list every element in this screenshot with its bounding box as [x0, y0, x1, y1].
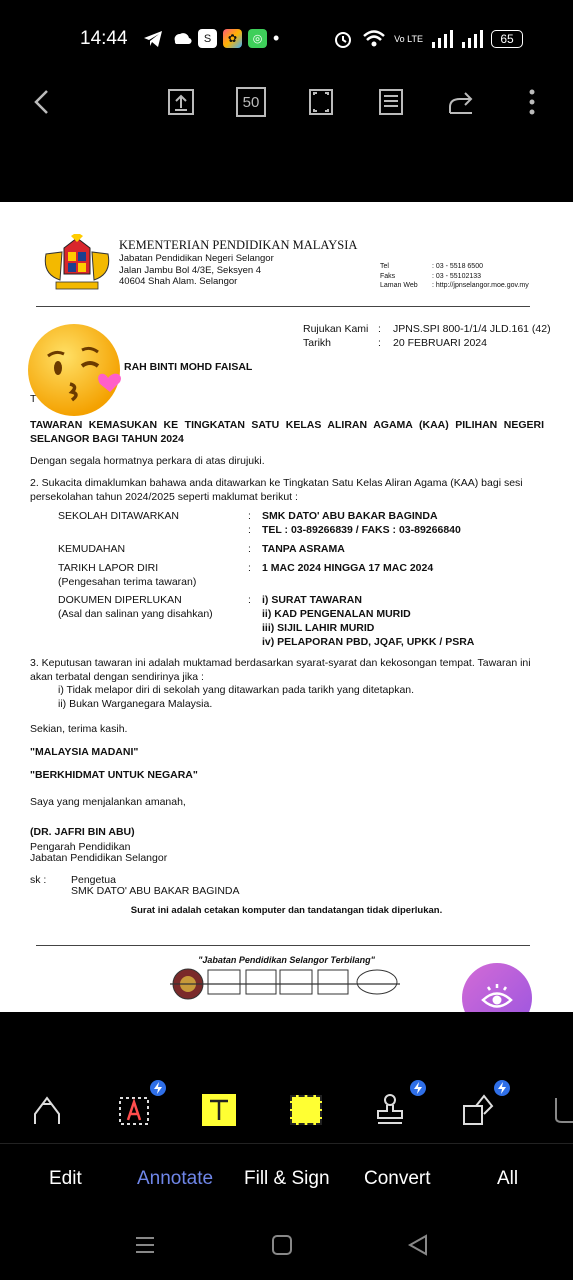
ministry-name: KEMENTERIAN PENDIDIKAN MALAYSIA: [119, 238, 358, 252]
footer-note: Surat ini adalah cetakan komputer dan tandatangan tidak diperlukan.: [130, 905, 443, 916]
report-colon: :: [248, 562, 251, 574]
footer-motto: "Jabatan Pendidikan Selangor Terbilang": [198, 955, 375, 965]
trust-line: Saya yang menjalankan amanah,: [30, 796, 186, 808]
docs-item-1: i) SURAT TAWARAN: [262, 594, 362, 606]
salutation: T: [30, 393, 37, 405]
school-contact: TEL : 03-89266839 / FAKS : 03-89266840: [262, 524, 461, 536]
dot-icon: •: [273, 28, 280, 48]
contact-value-tel: : 03 - 5518 6500: [432, 263, 483, 270]
back-icon[interactable]: [28, 87, 58, 117]
contact-label-web: Laman Web: [380, 282, 418, 289]
contact-label-fax: Faks: [380, 272, 396, 280]
kiss-emoji-sticker[interactable]: [26, 320, 126, 420]
crop-icon[interactable]: [306, 87, 336, 117]
home-icon[interactable]: [270, 1233, 294, 1257]
school-contact-colon: :: [248, 524, 251, 536]
pen-icon[interactable]: [29, 1092, 65, 1128]
paragraph-3: 3. Keputusan tawaran ini adalah muktamad berdasarkan syarat-syarat dan kekosongan tempat. Tawaran ini akan terbatal dengan sendirinya jika :: [30, 657, 531, 683]
battery-level: 65: [500, 32, 514, 46]
status-time: 14:44: [80, 28, 128, 49]
nav-back-icon[interactable]: [406, 1233, 430, 1257]
stamp-tool[interactable]: [372, 1092, 408, 1128]
contact-values: [432, 262, 529, 291]
status-bar: [0, 0, 573, 78]
greeting: Dengan segala hormatnya perkara di atas dirujuki.: [30, 455, 265, 467]
certification-badges-icon: [170, 966, 400, 1002]
export-icon[interactable]: [166, 87, 196, 117]
facility-value: TANPA ASRAMA: [262, 543, 345, 555]
ai-eye-icon: [480, 981, 514, 1015]
report-value: 1 MAC 2024 HINGGA 17 MAC 2024: [262, 562, 434, 574]
contact-value-web: : http://jpnselangor.moe.gov.my: [432, 282, 529, 289]
school-value: SMK DATO' ABU BAKAR BAGINDA: [262, 510, 438, 522]
network-type-label: Vo LTE: [394, 33, 423, 44]
telegram-icon: [142, 29, 164, 49]
motto-2: "BERKHIDMAT UNTUK NEGARA": [30, 769, 198, 781]
cc-school: SMK DATO' ABU BAKAR BAGINDA: [71, 885, 240, 897]
signer-title: Pengarah Pendidikan: [30, 841, 131, 853]
more-icon[interactable]: [517, 87, 547, 117]
date-value: 20 FEBRUARI 2024: [393, 337, 487, 349]
report-label: TARIKH LAPOR DIRI: [58, 562, 159, 574]
annotation-tools-bar: [0, 1012, 573, 1142]
cc-label: sk :: [30, 874, 47, 886]
docs-sub: (Asal dan salinan yang disahkan): [58, 608, 213, 620]
wechat-icon: ◎: [248, 29, 267, 48]
ref-label: Rujukan Kami: [303, 323, 369, 335]
department-name: Jabatan Pendidikan Negeri Selangor: [119, 253, 274, 264]
premium-badge-icon: [150, 1080, 166, 1096]
school-label: SEKOLAH DITAWARKAN: [58, 510, 179, 522]
premium-badge-icon: [410, 1080, 426, 1096]
battery-indicator: [491, 30, 523, 48]
tab-edit[interactable]: Edit: [49, 1168, 82, 1189]
header-divider: [36, 306, 530, 307]
stamp-icon: [372, 1092, 408, 1128]
docs-item-3: iii) SIJIL LAHIR MURID: [262, 622, 375, 634]
text-box-tool[interactable]: [116, 1092, 152, 1128]
wifi-icon: [362, 29, 386, 49]
footer-divider: [36, 945, 530, 946]
shapes-tool[interactable]: [460, 1092, 496, 1128]
docs-label: DOKUMEN DIPERLUKAN: [58, 594, 182, 606]
contact-labels: [380, 262, 418, 291]
photos-icon: ✿: [223, 29, 242, 48]
more-tools-icon[interactable]: [552, 1092, 573, 1128]
text-box-icon: [116, 1092, 152, 1128]
status-notification-icons: [142, 28, 279, 49]
text-highlight-tool[interactable]: [202, 1094, 236, 1126]
docs-item-2: ii) KAD PENGENALAN MURID: [262, 608, 411, 620]
premium-badge-icon: [494, 1080, 510, 1096]
text-highlight-icon: [202, 1094, 236, 1126]
closing: Sekian, terima kasih.: [30, 723, 128, 735]
certification-logos: [170, 966, 400, 1002]
area-highlight-icon[interactable]: [290, 1095, 322, 1125]
date-colon: :: [378, 337, 381, 349]
weather-icon: [170, 29, 192, 49]
facility-colon: :: [248, 543, 251, 555]
condition-1: i) Tidak melapor diri di sekolah yang ditawarkan pada tarikh yang ditetapkan.: [58, 684, 415, 696]
top-toolbar: [0, 75, 573, 127]
docs-colon: :: [248, 594, 251, 606]
reader-icon[interactable]: [376, 87, 406, 117]
address-line-2: 40604 Shah Alam. Selangor: [119, 276, 238, 287]
contact-value-fax: : 03 - 55102133: [432, 272, 482, 280]
condition-2: ii) Bukan Warganegara Malaysia.: [58, 698, 213, 710]
alarm-icon: [332, 28, 354, 50]
recipient-name: RAH BINTI MOHD FAISAL: [124, 361, 253, 373]
school-colon: :: [248, 510, 251, 522]
signal-icon-2: [461, 30, 483, 48]
contact-label-tel: Tel: [380, 263, 389, 270]
tab-convert[interactable]: Convert: [364, 1168, 431, 1189]
tab-fill-sign[interactable]: Fill & Sign: [244, 1168, 330, 1189]
ref-colon: :: [378, 323, 381, 335]
cc-title: Pengetua: [71, 874, 116, 886]
date-label: Tarikh: [303, 337, 332, 349]
recents-icon[interactable]: [133, 1233, 157, 1257]
address-line-1: Jalan Jambu Bol 4/3E, Seksyen 4: [119, 265, 262, 276]
letter-subject: TAWARAN KEMASUKAN KE TINGKATAN SATU KELAS ALIRAN AGAMA (KAA) PILIHAN NEGERI SELANGOR BAGI TAHUN 2024: [30, 419, 544, 445]
facility-label: KEMUDAHAN: [58, 543, 126, 555]
share-icon[interactable]: [446, 87, 476, 117]
page-count-icon[interactable]: [236, 87, 266, 117]
shapes-icon: [460, 1092, 496, 1128]
signer-name: (DR. JAFRI BIN ABU): [30, 826, 135, 838]
bottom-tab-bar: [0, 1143, 573, 1214]
malaysia-crest-logo: [38, 234, 116, 296]
shopee-icon: S: [198, 29, 217, 48]
ref-value: JPNS.SPI 800-1/1/4 JLD.161 (42): [393, 323, 551, 335]
paragraph-2: 2. Sukacita dimaklumkan bahawa anda ditawarkan ke Tingkatan Satu Kelas Aliran Agama (KAA) bagi sesi persekolahan tahun 2024/2025 seperti maklumat berikut :: [30, 477, 523, 503]
signer-department: Jabatan Pendidikan Selangor: [30, 852, 168, 864]
signal-icon-1: [431, 30, 453, 48]
motto-1: "MALAYSIA MADANI": [30, 746, 139, 758]
status-system-icons: [332, 28, 523, 50]
system-navigation-bar: [0, 1213, 573, 1280]
tab-all[interactable]: All: [497, 1168, 519, 1189]
tab-annotate[interactable]: Annotate: [137, 1168, 214, 1189]
report-sub: (Pengesahan terima tawaran): [58, 576, 197, 588]
page-count-label: 50: [242, 93, 260, 111]
docs-item-4: iv) PELAPORAN PBD, JQAF, UPKK / PSRA: [262, 636, 475, 648]
